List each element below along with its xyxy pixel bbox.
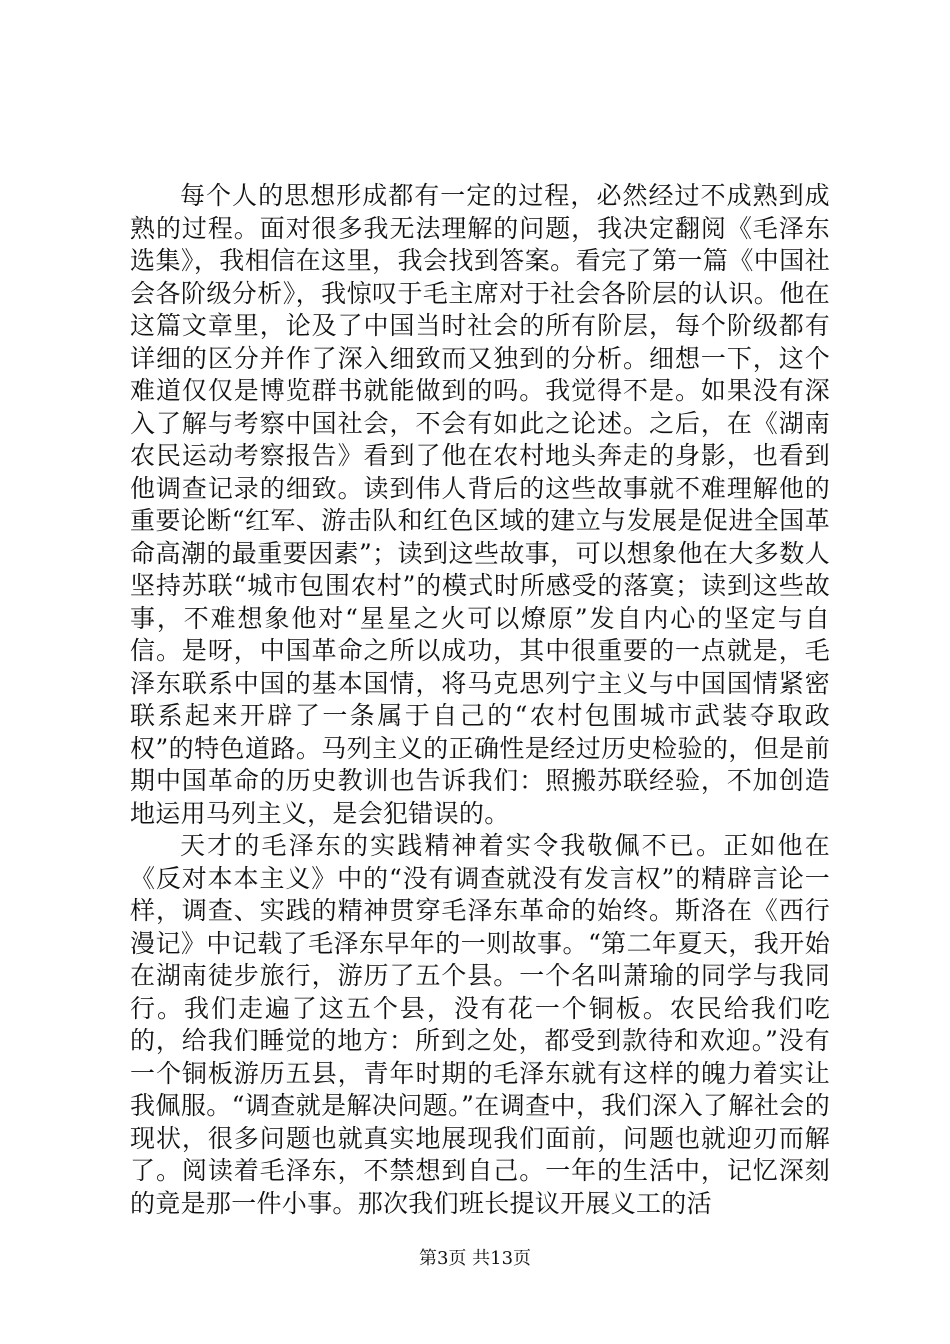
page-footer: 第3页 共13页: [418, 1248, 532, 1269]
document-body: [130, 180, 830, 1220]
paragraph-2: 天才的毛泽东的实践精神着实令我敬佩不已。正如他在《反对本本主义》中的“没有调查就没有发言权”的精辟言论一样，调查、实践的精神贯穿毛泽东革命的始终。斯洛在《西行漫记》中记载了毛泽东早年的一则故事。“第二年夏天，我开始在湖南徒步旅行，游历了五个县。一个名叫萧瑜的同学与我同行。我们走遍了这五个县，没有花一个铜板。农民给我们吃的，给我们睡觉的地方：所到之处，都受到款待和欢迎。”没有一个铜板游历五县，青年时期的毛泽东就有这样的魄力着实让我佩服。“调查就是解决问题。”在调查中，我们深入了解社会的现状，很多问题也就真实地展现我们面前，问题也就迎刃而解了。阅读着毛泽东，不禁想到自己。一年的生活中，记忆深刻的竟是那一件小事。那次我们班长提议开展义工的活: [130, 831, 830, 1218]
paragraph-1: 每个人的思想形成都有一定的过程，必然经过不成熟到成熟的过程。面对很多我无法理解的问题，我决定翻阅《毛泽东选集》，我相信在这里，我会找到答案。看完了第一篇《中国社会各阶级分析》，我惊叹于毛主席对于社会各阶层的认识。他在这篇文章里，论及了中国当时社会的所有阶层，每个阶级都有详细的区分并作了深入细致而又独到的分析。细想一下，这个难道仅仅是博览群书就能做到的吗。我觉得不是。如果没有深入了解与考察中国社会，不会有如此之论述。之后，在《湖南农民运动考察报告》看到了他在农村地头奔走的身影，也看到他调查记录的细致。读到伟人背后的这些故事就不难理解他的重要论断“红军、游击队和红色区域的建立与发展是促进全国革命高潮的最重要因素”；读到这些故事，可以想象他在大多数人坚持苏联“城市包围农村”的模式时所感受的落寞；读到这些故事，不难想象他对“星星之火可以燎原”发自内心的坚定与自信。是呀，中国革命之所以成功，其中很重要的一点就是，毛泽东联系中国的基本国情，将马克思列宁主义与中国国情紧密联系起来开辟了一条属于自己的“农村包围城市武装夺取政权”的特色道路。马列主义的正确性是经过历史检验的，但是前期中国革命的历史教训也告诉我们：照搬苏联经验，不加创造地运用马列主义，是会犯错误的。: [130, 181, 830, 828]
